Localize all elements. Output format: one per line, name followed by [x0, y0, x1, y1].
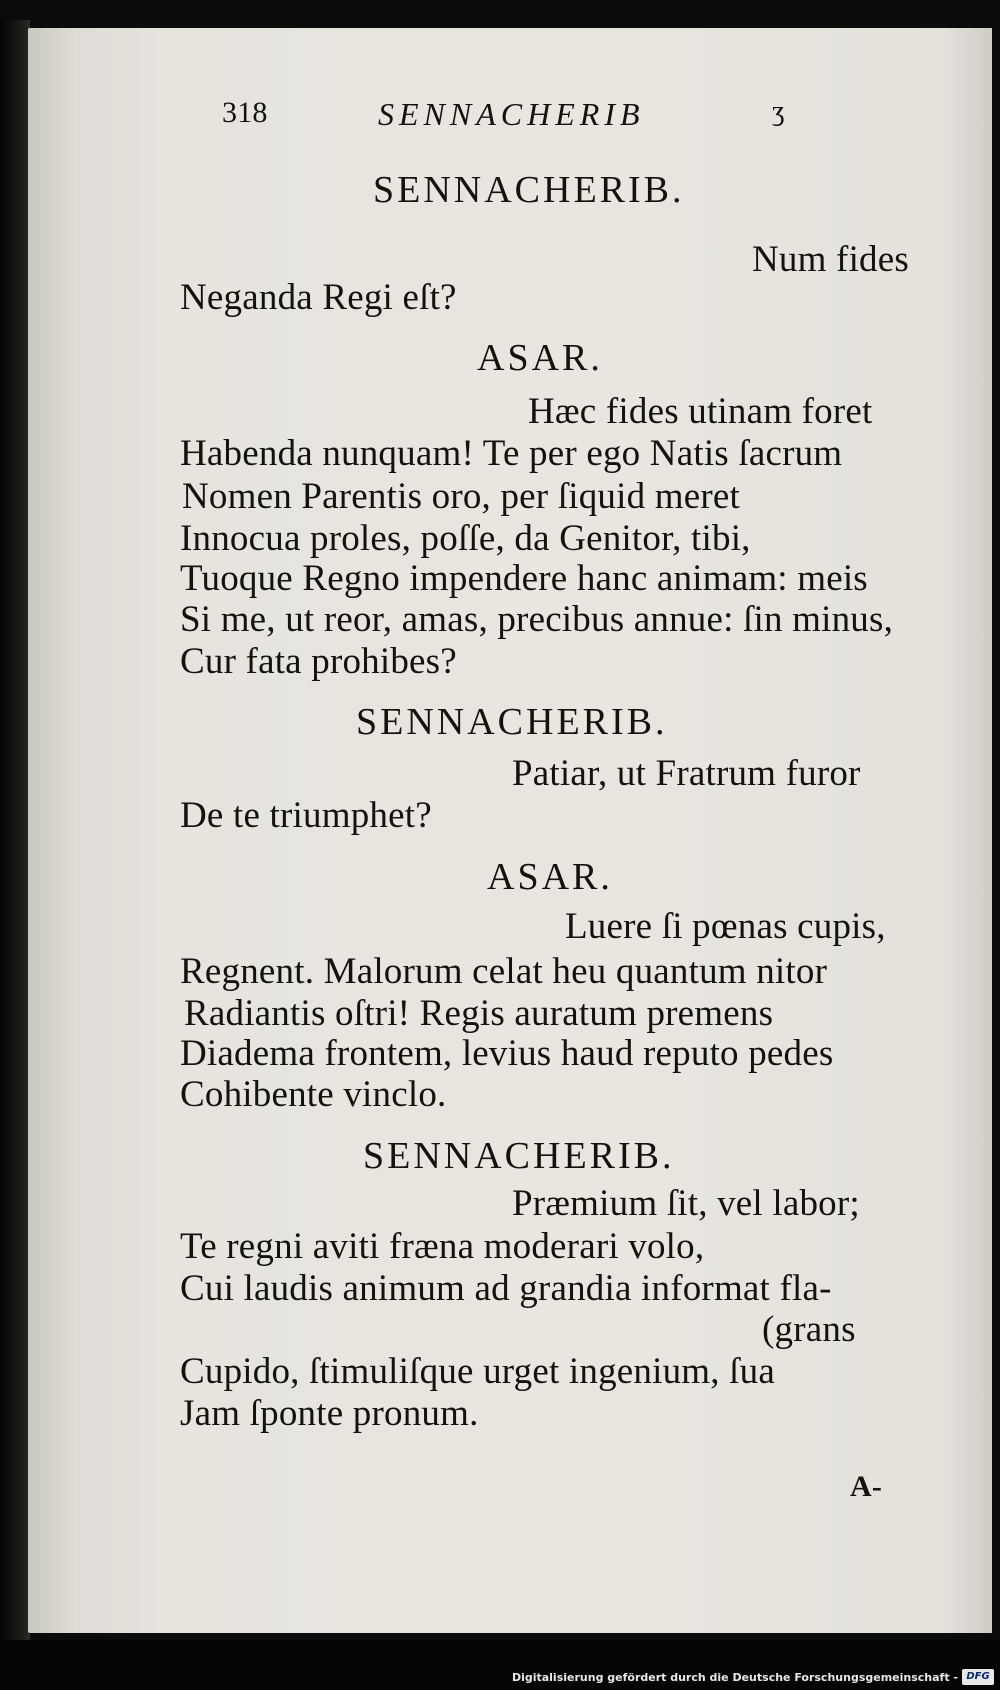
page-number: 318 [222, 96, 268, 129]
verse-line: Te regni aviti fræna moderari volo, [180, 1226, 705, 1267]
speaker-name: SENNACHERIB. [356, 701, 668, 743]
book-spine-edge [0, 20, 30, 1640]
speaker-name: ASAR. [477, 337, 603, 379]
verse-line: Cupido, ſtimuliſque urget ingenium, ſua [180, 1351, 775, 1392]
verse-line: Cui laudis animum ad grandia informat fla- [180, 1268, 832, 1309]
verse-line: Radiantis oſtri! Regis auratum premens [184, 993, 774, 1034]
speaker-name: ASAR. [487, 856, 613, 898]
verse-line: Neganda Regi eſt? [180, 277, 457, 318]
verse-line: Præmium ſit, vel labor; [512, 1183, 860, 1224]
verse-line: Diadema frontem, levius haud reputo pedes [180, 1033, 834, 1074]
verse-line: Nomen Parentis oro, per ſiquid meret [182, 476, 740, 517]
speaker-name: SENNACHERIB. [363, 1135, 675, 1177]
verse-line: Cohibente vinclo. [180, 1074, 447, 1115]
verse-line: Si me, ut reor, amas, precibus annue: ſin minus, [180, 599, 894, 640]
running-title: SENNACHERIB [378, 96, 645, 132]
catchword: A- [850, 1470, 883, 1503]
dfg-logo: DFG [962, 1669, 994, 1685]
speaker-name: SENNACHERIB. [373, 169, 685, 211]
header-mark: ʒ [772, 96, 785, 127]
verse-line: Habenda nunquam! Te per ego Natis ſacrum [180, 433, 843, 474]
verse-line: Innocua proles, poſſe, da Genitor, tibi, [180, 518, 751, 559]
verse-line: Cur fata prohibes? [180, 641, 457, 682]
verse-line: Regnent. Malorum celat heu quantum nitor [180, 951, 828, 992]
verse-line: Jam ſponte pronum. [180, 1393, 479, 1434]
verse-line: Luere ſi pœnas cupis, [565, 906, 886, 947]
verse-line: Num fides [752, 239, 909, 280]
funding-notice: Digitalisierung gefördert durch die Deutsche Forschungsgemeinschaft - [511, 1671, 958, 1684]
verse-line: Patiar, ut Fratrum furor [512, 753, 861, 794]
verse-line: Tuoque Regno impendere hanc animam: meis [180, 558, 868, 599]
verse-line: De te triumphet? [180, 795, 432, 836]
verse-line-turnover: (grans [762, 1309, 856, 1350]
verse-line: Hæc fides utinam foret [528, 391, 873, 432]
